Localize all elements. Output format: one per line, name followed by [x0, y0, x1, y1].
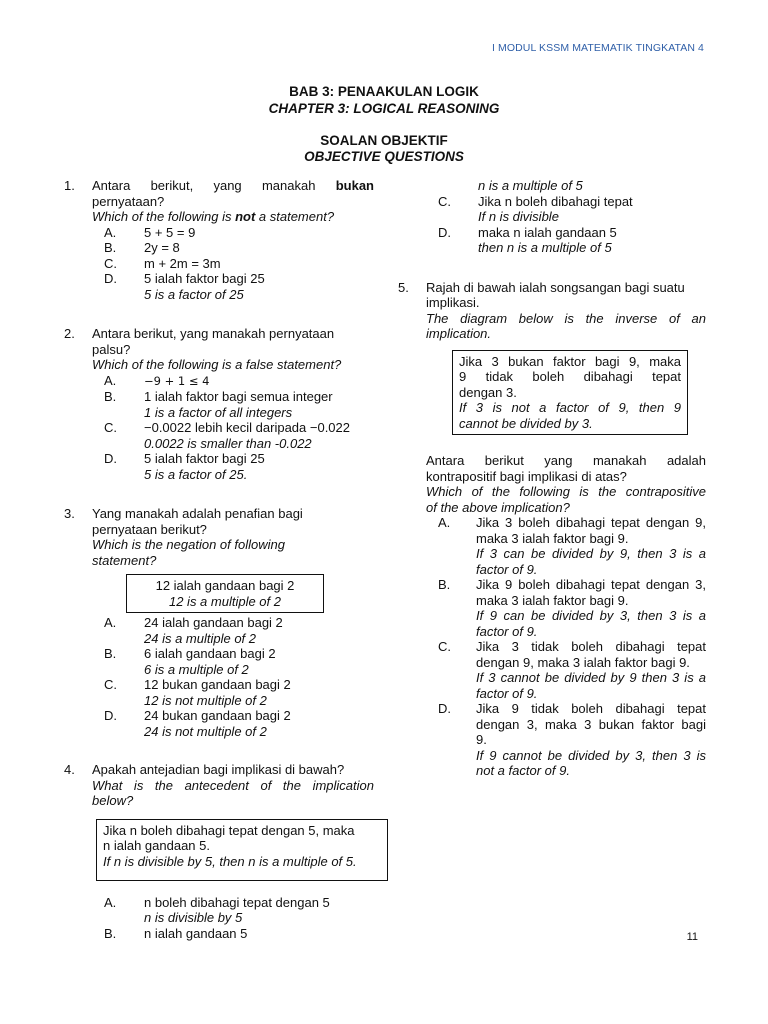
option-d: D. 24 bukan gandaan bagi 2 24 is not multiple of 2 — [104, 708, 291, 739]
sub-question-ms-cont: kontrapositif bagi implikasi di atas? — [426, 468, 627, 484]
sub-question-en-cont: of the above implication? — [426, 499, 570, 515]
option-a: A. Jika 3 boleh dibahagi tepat dengan 9, maka 3 ialah faktor bagi 9. If 3 can be divided by 9, then 3 is a factor of 9. — [438, 515, 706, 577]
question-number: 1. — [64, 178, 75, 193]
box-text-ms: Jika n boleh dibahagi tepat dengan 5, maka — [103, 822, 355, 838]
implication-box — [96, 819, 388, 881]
question-4-continued — [398, 178, 706, 256]
question-number: 4. — [64, 762, 75, 777]
option-b: B. Jika 9 boleh dibahagi tepat dengan 3, maka 3 ialah faktor bagi 9. If 9 can be divided by 3, then 3 is a factor of 9. — [438, 577, 706, 639]
question-number: 2. — [64, 326, 75, 341]
question-text-en: What is the antecedent of the implication — [92, 777, 374, 793]
option-d: D. 5 ialah faktor bagi 25 5 is a factor of 25 — [104, 271, 265, 302]
left-column — [64, 178, 374, 941]
statement-box — [126, 574, 324, 613]
question-3 — [64, 506, 374, 739]
box-text-ms-cont: 9 tidak boleh dibahagi tepat — [459, 369, 681, 384]
question-text-ms: Antara berikut, yang manakah bukan — [92, 178, 374, 193]
sub-question-ms: Antara berikut yang manakah adalah — [426, 453, 706, 468]
question-text-ms-cont: pernyataan? — [92, 193, 165, 209]
option-d: D. Jika 9 tidak boleh dibahagi tepat dengan 3, maka 3 bukan faktor bagi 9. If 9 cannot be divided by 3, then 3 is not a factor of 9. — [438, 701, 706, 778]
option-c: C. m + 2m = 3m — [104, 255, 221, 271]
question-text-en: Which of the following is not a statement? — [92, 209, 335, 224]
option-c: C. Jika n boleh dibahagi tepat If n is divisible — [438, 193, 633, 224]
question-text-en-cont: below? — [92, 793, 134, 808]
box-text-en-cont: cannot be divided by 3. — [459, 415, 593, 431]
question-text-ms: Yang manakah adalah penafian bagi — [92, 506, 303, 521]
question-text-en: Which of the following is a false statement? — [92, 357, 342, 372]
question-text-en: Which is the negation of following — [92, 537, 285, 552]
box-text-ms: Jika 3 bukan faktor bagi 9, maka — [459, 353, 681, 369]
question-text-ms: Antara berikut, yang manakah pernyataan — [92, 326, 335, 341]
chapter-title-en: CHAPTER 3: LOGICAL REASONING — [268, 101, 500, 116]
question-text-ms: Apakah antejadian bagi implikasi di bawah? — [92, 762, 345, 777]
question-text-ms-cont: pernyataan berikut? — [92, 521, 207, 537]
question-4 — [64, 762, 374, 941]
question-number: 5. — [398, 279, 409, 295]
option-b-en: n is a multiple of 5 — [478, 178, 583, 193]
option-a: A. n boleh dibahagi tepat dengan 5 n is divisible by 5 — [104, 894, 330, 925]
question-text-en-cont: implication. — [426, 326, 492, 341]
question-text-en-cont: statement? — [92, 552, 157, 568]
option-b: B. 6 ialah gandaan bagi 2 6 is a multiple of 2 — [104, 646, 276, 677]
question-2 — [64, 326, 374, 482]
option-b: B. 2y = 8 — [104, 240, 180, 255]
question-text-en: The diagram below is the inverse of an — [426, 310, 706, 326]
box-text-en: If n is divisible by 5, then n is a multiple of 5. — [103, 853, 357, 869]
chapter-title-ms: BAB 3: PENAAKULAN LOGIK — [289, 84, 479, 99]
option-d: D. maka n ialah gandaan 5 then n is a multiple of 5 — [438, 224, 617, 255]
sub-question-en: Which of the following is the contrapositive — [426, 484, 706, 499]
option-b: B. 1 ialah faktor bagi semua integer 1 is a factor of all integers — [104, 389, 333, 420]
question-number: 3. — [64, 506, 75, 521]
box-text-en: If 3 is not a factor of 9, then 9 — [459, 400, 681, 415]
option-a: A. 5 + 5 = 9 — [104, 224, 196, 240]
option-c: C. −0.0022 lebih kecil daripada −0.022 0.0022 is smaller than -0.022 — [104, 420, 350, 451]
box-text-ms-cont: n ialah gandaan 5. — [103, 838, 210, 853]
option-c: C. Jika 3 tidak boleh dibahagi tepat dengan 9, maka 3 ialah faktor bagi 9. If 3 cannot be divided by 9 then 3 is a factor of 9. — [438, 639, 706, 701]
option-a: A. −9 + 1 ≤ 4 — [104, 372, 210, 388]
question-text-ms-cont: implikasi. — [426, 295, 480, 310]
option-b: B. n ialah gandaan 5 — [104, 925, 248, 941]
page-number: 11 — [686, 931, 698, 943]
module-header: I MODUL KSSM MATEMATIK TINGKATAN 4 — [491, 42, 704, 54]
question-5 — [398, 280, 706, 779]
question-text-ms-cont: palsu? — [92, 341, 131, 357]
option-c: C. 12 bukan gandaan bagi 2 12 is not multiple of 2 — [104, 677, 291, 708]
option-d: D. 5 ialah faktor bagi 25 5 is a factor of 25. — [104, 451, 265, 482]
right-column — [398, 178, 706, 779]
box-text-ms-cont2: dengan 3. — [459, 384, 517, 400]
box-text-en: 12 is a multiple of 2 — [168, 593, 281, 609]
section-title-ms: SOALAN OBJEKTIF — [320, 133, 448, 148]
option-a: A. 24 ialah gandaan bagi 2 24 is a multiple of 2 — [104, 615, 283, 646]
question-text-ms: Rajah di bawah ialah songsangan bagi suatu — [426, 279, 685, 295]
inverse-box — [452, 350, 688, 436]
question-1 — [64, 178, 374, 302]
box-text-ms: 12 ialah gandaan bagi 2 — [155, 578, 295, 593]
section-title-en: OBJECTIVE QUESTIONS — [304, 149, 464, 164]
